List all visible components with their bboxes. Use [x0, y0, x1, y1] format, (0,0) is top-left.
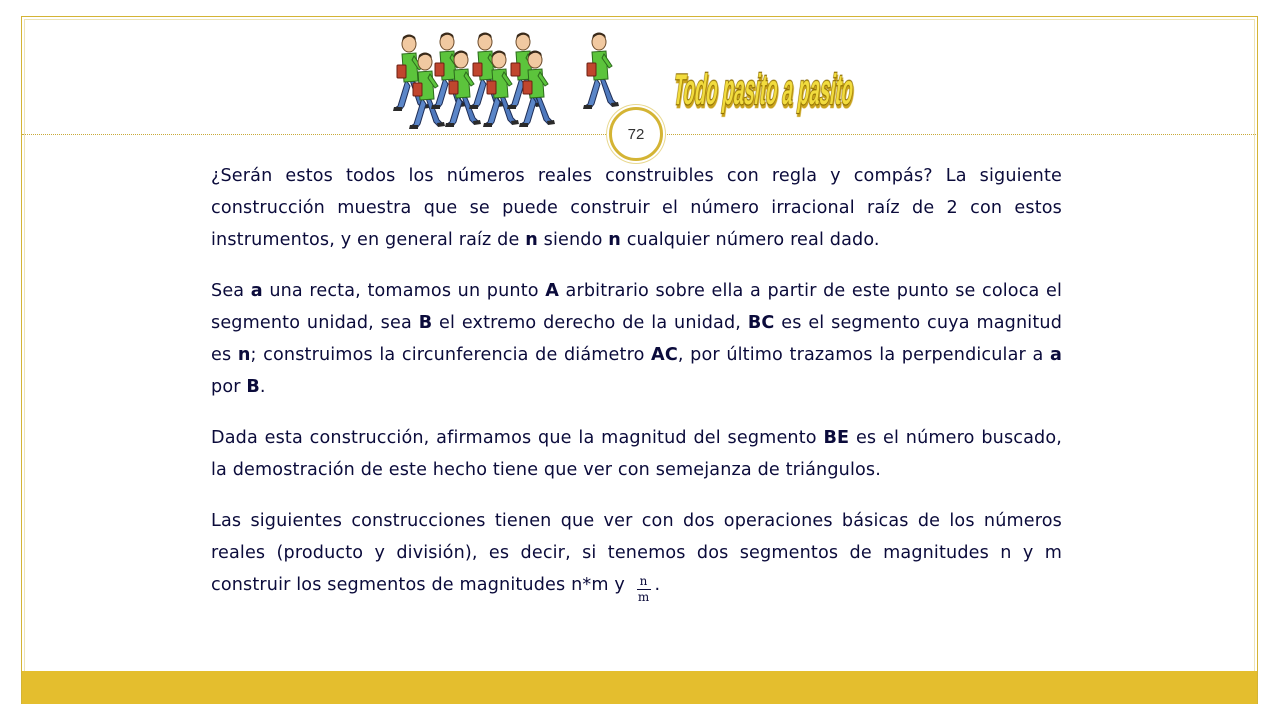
fraction-n-over-m: [637, 575, 651, 604]
paragraph-2: Sea a una recta, tomamos un punto A arbitrario sobre ella a partir de este punto se coloca el segmento unidad, sea B el extremo derecho de la unidad, BC es el segmento cuya magnitud es n; construimos la circunferencia de diámetro AC, por último trazamos la perpendicular a a por B.: [211, 281, 1063, 397]
footer-band: [22, 671, 1257, 704]
banner-text: Todo pasito a pasito: [670, 65, 857, 115]
walker-figure: [583, 33, 619, 110]
body-text: [211, 160, 1062, 620]
paragraph-1: ¿Serán estos todos los números reales construibles con regla y compás? La siguiente construcción muestra que se puede construir el número irracional raíz de 2 con estos instrumentos, y en general raíz de n siendo n cualquier número real dado.: [211, 166, 1062, 250]
walking-men-clipart: [388, 26, 638, 132]
page-number: 72: [627, 125, 645, 143]
paragraph-4: Las siguientes construcciones tienen que ver con dos operaciones básicas de los números reales (producto y división), es decir, si tenemos dos segmentos de magnitudes n y m construir los segmentos de magnitudes n*m y $\frac{n}{m}$ .: [211, 511, 1062, 604]
fraction-denominator: m: [637, 589, 650, 604]
banner-wordart: [668, 58, 944, 126]
fraction-numerator: n: [637, 575, 651, 590]
paragraph-3: Dada esta construcción, afirmamos que la magnitud del segmento BE es el número buscado, la demostración de este hecho tiene que ver con semejanza de triángulos.: [211, 428, 1062, 480]
page-number-badge: [609, 107, 663, 161]
